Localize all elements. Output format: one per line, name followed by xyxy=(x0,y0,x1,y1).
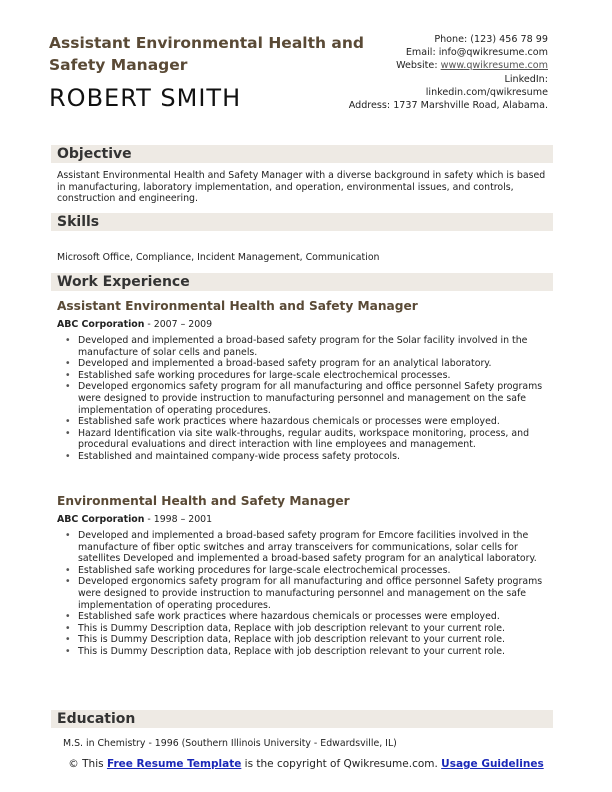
list-item: • Established safe work practices where hazardous chemicals or processes were employed. xyxy=(78,611,552,623)
footer xyxy=(0,758,612,771)
job-title-1: Assistant Environmental Health and Safety Manager xyxy=(57,299,418,313)
linkedin: linkedin.com/qwikresume xyxy=(425,86,548,98)
skills-heading: Skills xyxy=(51,213,553,231)
list-item: • This is Dummy Description data, Replace with job description relevant to your current role. xyxy=(78,634,552,646)
list-item: • This is Dummy Description data, Replace with job description relevant to your current role. xyxy=(78,623,552,635)
candidate-name: ROBERT SMITH xyxy=(49,84,242,112)
email: Email: info@qwikresume.com xyxy=(405,47,548,59)
list-item: • Developed and implemented a broad-based safety program for an analytical laboratory. xyxy=(78,358,552,370)
list-item: • Developed and implemented a broad-based safety program for the Solar facility involved in the manufacture of solar cells and panels. xyxy=(78,335,552,358)
job-title: Assistant Environmental Health and Safety Manager xyxy=(49,34,365,74)
list-item: • Established safe working procedures for large-scale electrochemical processes. xyxy=(78,370,552,382)
company-name: ABC Corporation xyxy=(57,514,145,525)
education-text: M.S. in Chemistry - 1996 (Southern Illinois University - Edwardsville, IL) xyxy=(63,738,397,749)
job-2-bullets xyxy=(78,530,552,658)
list-item: • Hazard Identification via site walk-throughs, regular audits, workspace monitoring, process, and procedural evaluations and direct interaction with line employees and management. xyxy=(78,428,552,451)
company-2 xyxy=(57,514,212,525)
company-1 xyxy=(57,319,212,330)
footer-middle: is the copyright of Qwikresume.com. xyxy=(241,758,442,770)
list-item: • Developed ergonomics safety program for all manufacturing and office personnel Safety programs were designed to provide instruction to manufacturing personnel and management on the safe implementation of operating procedures. xyxy=(78,576,552,611)
education-heading: Education xyxy=(51,710,553,728)
skills-text: Microsoft Office, Compliance, Incident Management, Communication xyxy=(57,252,380,263)
website-link[interactable]: www.qwikresume.com xyxy=(440,60,548,72)
address: Address: 1737 Marshville Road, Alabama. xyxy=(348,100,548,112)
linkedin-label: LinkedIn: xyxy=(504,73,548,85)
phone: Phone: (123) 456 78 99 xyxy=(434,34,548,45)
list-item: • Developed and implemented a broad-based safety program for Emcore facilities involved in the manufacture of fiber optic switches and array transceivers for communications, solar cells for satellites Developed and implemented a broad-based safety program for an analytical laboratory. xyxy=(78,530,552,565)
list-item: • Established safe working procedures for large-scale electrochemical processes. xyxy=(78,565,552,577)
list-item: • Established safe work practices where hazardous chemicals or processes were employed. xyxy=(78,416,552,428)
job-title-2: Environmental Health and Safety Manager xyxy=(57,494,350,508)
list-item: • This is Dummy Description data, Replace with job description relevant to your current role. xyxy=(78,646,552,658)
footer-prefix: © This xyxy=(68,758,107,770)
website-label: Website: xyxy=(396,60,441,72)
company-name: ABC Corporation xyxy=(57,319,145,330)
free-resume-template-link[interactable]: Free Resume Template xyxy=(106,758,242,770)
job-1-bullets xyxy=(78,335,552,463)
dates: - 2007 – 2009 xyxy=(144,319,213,330)
list-item: • Established and maintained company-wide process safety protocols. xyxy=(78,451,552,463)
objective-heading: Objective xyxy=(51,145,553,163)
list-item: • Developed ergonomics safety program for all manufacturing and office personnel Safety programs were designed to provide instruction to manufacturing personnel and management on the safe implementation of operating procedures. xyxy=(78,381,552,416)
website xyxy=(348,59,548,72)
usage-guidelines-link[interactable]: Usage Guidelines xyxy=(441,758,544,770)
dates: - 1998 – 2001 xyxy=(144,514,213,525)
work-experience-heading: Work Experience xyxy=(51,273,553,291)
contact-info xyxy=(348,33,548,112)
objective-text: Assistant Environmental Health and Safety Manager with a diverse background in safety which is based in manufacturing, laboratory implementation, and operation, environmental issues, and controls, construction and engineering. xyxy=(57,170,546,205)
